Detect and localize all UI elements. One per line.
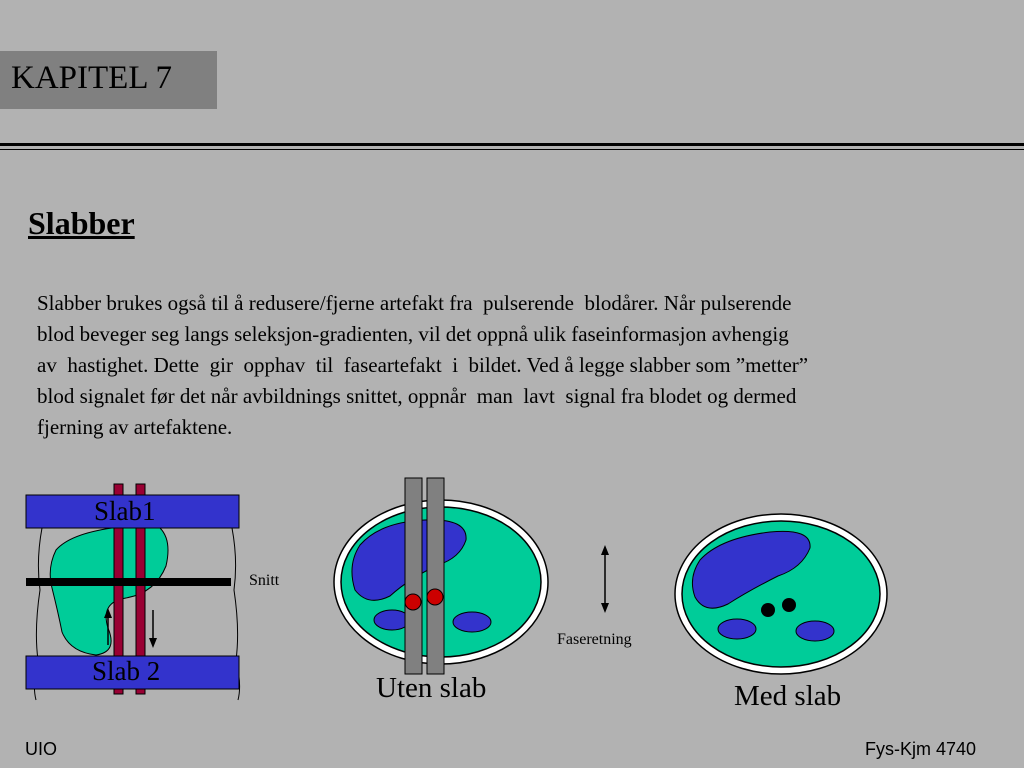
body-line: av hastighet. Dette gir opphav til faseartefakt i bildet. Ved å legge slabber som ”metter” xyxy=(37,353,809,377)
saturated-dot-2 xyxy=(782,598,796,612)
uten-slab-label: Uten slab xyxy=(376,672,487,704)
body-line: Slabber brukes også til å redusere/fjerne artefakt fra pulserende blodårer. Når pulserende xyxy=(37,291,792,315)
small-vessel-med-1 xyxy=(718,619,756,639)
small-vessel-med-2 xyxy=(796,621,834,641)
slab1-label: Slab1 xyxy=(94,496,156,526)
snitt-label: Snitt xyxy=(249,572,280,589)
snitt-line xyxy=(26,578,231,586)
phase-artifact-bar-2 xyxy=(427,478,444,674)
blood-dot-1 xyxy=(405,594,421,610)
footer-left: UIO xyxy=(25,739,58,759)
body-line: blod signalet før det når avbildnings snittet, oppnår man lavt signal fra blodet og dermed xyxy=(37,384,797,408)
faseretning-label: Faseretning xyxy=(557,631,632,648)
med-slab-label: Med slab xyxy=(734,680,842,712)
body-line: blod beveger seg langs seleksjon-gradienten, vil det oppnå ulik faseinformasjon avhengig xyxy=(37,322,789,346)
saturated-dot-1 xyxy=(761,603,775,617)
slab2-label: Slab 2 xyxy=(92,656,161,686)
section-title: Slabber xyxy=(28,205,135,241)
blood-dot-2 xyxy=(427,589,443,605)
tissue-blob xyxy=(50,528,168,655)
phase-artifact-bar-1 xyxy=(405,478,422,674)
footer-right: Fys-Kjm 4740 xyxy=(865,739,977,759)
small-vessel-uten-2 xyxy=(453,612,491,632)
body-line: fjerning av artefaktene. xyxy=(37,415,233,439)
chapter-title: KAPITEL 7 xyxy=(11,60,173,96)
